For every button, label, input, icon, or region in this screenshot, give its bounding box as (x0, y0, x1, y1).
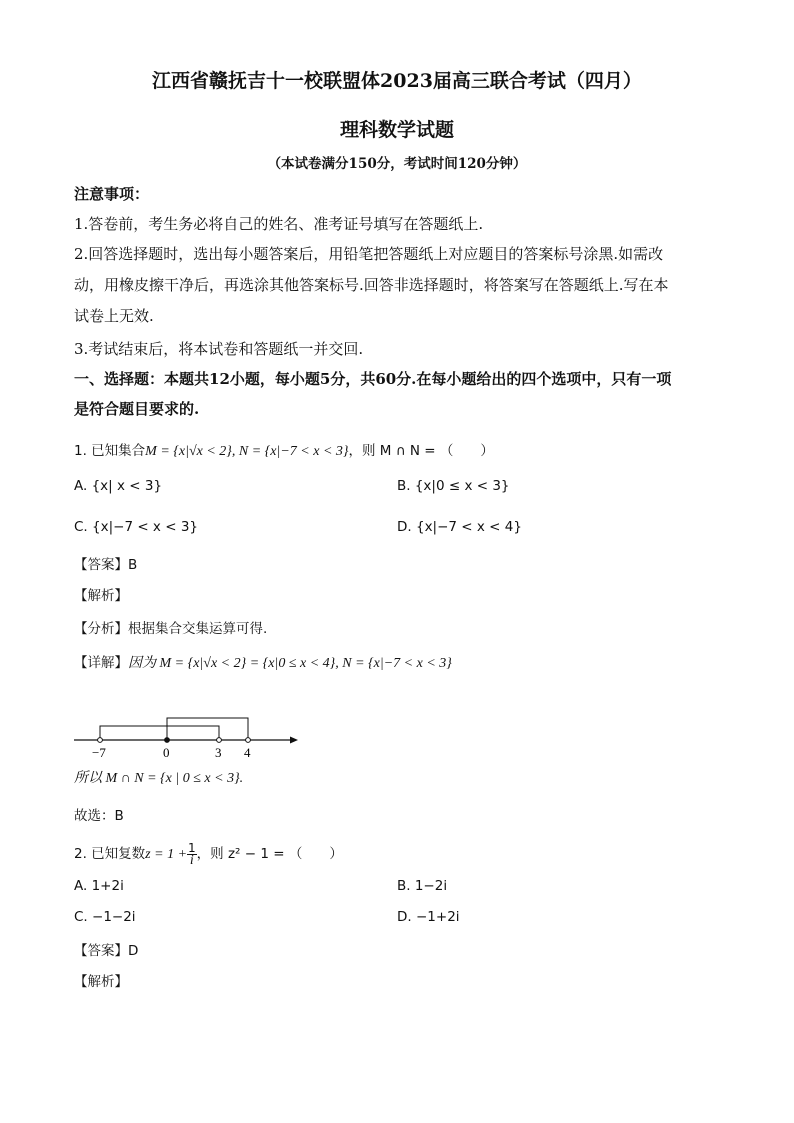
point-minus7 (98, 738, 103, 743)
question-1-stem (74, 441, 494, 462)
question-2-option-c: C. −1−2i (74, 909, 136, 925)
notice-item-2-line1: 2.回答选择题时，选出每小题答案后，用铅笔把答题纸上对应题目的答案标号涂黑.如需改 (74, 245, 664, 263)
fraction-denominator: i (189, 852, 194, 868)
label-3: 3 (215, 745, 222, 760)
point-3 (217, 738, 222, 743)
fraction-numerator: 1 (188, 840, 196, 855)
question-1-set-n: , N = {x|−7 < x < 3} (231, 444, 349, 459)
notice-heading: 注意事项： (74, 185, 150, 203)
notice-item-3: 3.考试结束后，将本试卷和答题纸一并交回. (74, 340, 364, 358)
question-1-option-c: C. {x|−7 < x < 3} (74, 519, 198, 535)
question-1-option-a: A. {x| x < 3} (74, 478, 163, 494)
question-1-prefix: 1. 已知集合 (74, 443, 146, 459)
question-1-conclusion (74, 768, 243, 789)
question-1-fenxi (74, 619, 267, 639)
question-2-z: z = 1 + (145, 847, 188, 862)
label-4: 4 (244, 745, 251, 760)
detail-tag: 【详解】 (74, 655, 128, 671)
fenxi-tag: 【分析】 (74, 621, 128, 637)
question-1-option-b: B. {x|0 ≤ x < 3} (397, 478, 510, 494)
label-minus7: −7 (92, 745, 106, 760)
exam-subtitle: 理科数学试题 (339, 119, 454, 141)
section-heading-line2: 是符合题目要求的. (74, 400, 200, 418)
answer-tag: 【答案】 (74, 943, 128, 959)
question-1-answer (74, 555, 137, 575)
point-0 (165, 738, 170, 743)
set-n-bracket (100, 726, 219, 740)
conclusion-text: 所以 M ∩ N = {x | 0 ≤ x < 3}. (74, 771, 244, 786)
notice-item-2-line2: 动，用橡皮擦干净后，再选涂其他答案标号.回答非选择题时，将答案写在答题纸上.写在本 (74, 276, 669, 294)
question-2-option-b: B. 1−2i (397, 878, 448, 894)
notice-item-1: 1.答卷前，考生务必将自己的姓名、准考证号填写在答题纸上. (74, 215, 484, 233)
answer-value: D (128, 943, 139, 959)
exam-note: （本试卷满分150分，考试时间120分钟） (267, 156, 527, 172)
question-2-option-d: D. −1+2i (397, 909, 460, 925)
notice-item-2-line3: 试卷上无效. (74, 307, 154, 325)
question-2-answer (74, 941, 138, 961)
question-1-set-m: M = {x|√x < 2} (145, 444, 232, 459)
section-heading-line1: 一、选择题：本题共12小题，每小题5分，共60分.在每小题给出的四个选项中，只有一项 (74, 370, 672, 388)
axis-arrow (290, 737, 298, 744)
question-1-option-d: D. {x|−7 < x < 4} (397, 519, 522, 535)
number-line-diagram (70, 708, 310, 764)
question-1-choose: 故选：B (74, 808, 124, 824)
question-2-prefix: 2. 已知复数 (74, 846, 146, 862)
question-1-detail (74, 653, 452, 674)
question-2-suffix: ，则 z² − 1 = （ ） (196, 846, 343, 862)
detail-text: 因为 M = {x|√x < 2} = {x|0 ≤ x < 4}, N = {x|−7 < x < 3} (128, 656, 452, 671)
label-0: 0 (163, 745, 170, 760)
question-2-fraction (187, 842, 197, 867)
question-1-analysis-tag: 【解析】 (74, 588, 128, 604)
point-4 (246, 738, 251, 743)
set-m-bracket (167, 718, 248, 740)
answer-value: B (128, 557, 138, 573)
question-2-analysis-tag: 【解析】 (74, 974, 128, 990)
fenxi-text: 根据集合交集运算可得. (128, 621, 268, 637)
question-1-suffix: ，则 M ∩ N = （ ） (348, 443, 494, 459)
question-2-stem (74, 840, 343, 869)
question-2-option-a: A. 1+2i (74, 878, 124, 894)
exam-title: 江西省赣抚吉十一校联盟体2023届高三联合考试（四月） (152, 70, 642, 92)
answer-tag: 【答案】 (74, 557, 128, 573)
